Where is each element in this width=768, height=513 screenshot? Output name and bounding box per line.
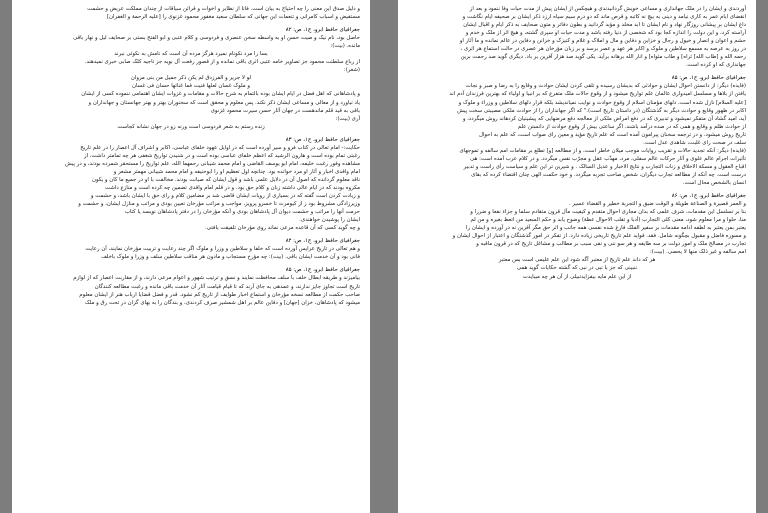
text-line: و هم تعالی در تاریخ عرایس آورده است که خلفا و سلاطین و وزرا و ملوک اگر چند رعایت و تربیت مؤرخان نمایند، آن رعایت bbox=[85, 246, 360, 253]
text-line: منا، حلوا و مرا معلوم شود، معنی کلی التجارب (أدبا و تقلب الاحوال عظة) وضوح یابد و حکم السعید من اتعظ بغیره و من لم bbox=[470, 217, 746, 224]
text-line: امام واقدی اخبار و آثار او مرد خوانده بود. چنانچه اول تعظیم او را ابوحنیفه و امام محمد شیبانی مهمتر مشعر و bbox=[113, 168, 360, 175]
text-line: و پادشاهانی که اهل فضل در ایام ایشان بوده بالتمام به شرح حالات و مقامات و غزوات ایشان اهتمامی ننموده کسی از ایشان bbox=[81, 91, 360, 98]
page-reference-heading: جغرافیای حافظ ابرو، ج۱، ص: ۸۳ bbox=[285, 136, 360, 143]
text-line: امم سالفه و غیر ذلک منها لا یحصی. (بیت): bbox=[649, 249, 746, 256]
verse-line: و ملوک غسان لعلها فنیت فما غنائها حسان فی غسان bbox=[132, 83, 250, 90]
text-line: (فایده) دیگر: آنکه تجدید حالات و تقریب روایات موجب میلان خاطر است، و از مطالعه [و] تطلع بر مقامات امم سالفه و تموجهای bbox=[459, 147, 746, 154]
text-line: فانی بود و آن خدمت ایشان باقی. (بیت): چه مؤرخ مستجاب و مادون هر مناقب سلاطین سلف و وزرا و ملوک باخلف bbox=[101, 254, 360, 261]
verse-line: هر که داند علم تاریخ از معتبر آگه شود این علم علیمی است بس معتبر bbox=[498, 257, 656, 264]
text-line: [علیه السلام] نازل شده است، دلهای مؤمنان اسلام از وقوع حوادث و نوایب نمیاندیشد بلکه قرار دلهای سلاطین و وزراء و ملوک و bbox=[458, 99, 746, 106]
text-line: یعتبر بمن یعتبر به لطفه ادامه مقدمات بر سفیر الفلک فارغ شده نفسی همه جانب و اثر حق مگر آفرین نه در آورده و ایشان را bbox=[466, 225, 746, 232]
text-line: مشاهده وفور رغبت خلیفه، امام ابو یوسف القاضی و امام محمد شیبانی رحمهما الله، علم تواریخ را مستحقر شمرده بودند، و در پیش bbox=[65, 160, 360, 167]
text-line: ناقد معلوم گردانده که اصول آن در دلایل علمی باشد و قول ایشان که صیانت بودند. مخالفت با او در جمیع ما کان و یکون bbox=[91, 176, 360, 183]
text-line: اکابر در ظهور وقایع و حوادث دیگر به گذشتگان (در داستان تاریخ است)." که اگر جهانداران را از حوادث ملکی مصیبتی سخت پیش bbox=[457, 107, 746, 114]
text-line: وزیرزادگی مشروط بود ز از کیومرث تا خسرو پرویز، مواجب و مراتب مؤرخان تعیین بودی و مراتب و منازل ایشان، و حشمت و bbox=[78, 201, 360, 208]
text-line: تاریخ است تجاوز جایز ندارند، و عمدهی به جای آرند که تا قیام قیامت آثار آن خدمت باقی مانده و رغبت مطالعه کنندگان bbox=[94, 283, 360, 290]
page-reference-heading: جغرافیای حافظ ابرو، ج۱، ص: ۸۶ bbox=[671, 193, 746, 200]
verse-line: زنده رستم به شعر فردوسی است ورنه زو در جهان نشانه کجاست bbox=[117, 123, 265, 130]
page-reference-heading: جغرافیای حافظ ابرو، ج۱، ص: ۸۴ bbox=[285, 238, 360, 245]
text-line: و العمر قصیرة و الصناعة طویلة و الوقت ضیق و التجربة خطیر و القضاء عسیر . bbox=[568, 201, 746, 208]
text-line: رحمه الله و [طاب الله] ثراه] و طاب مثواه] و انار الله برهانه برآید. یکی گوید صد هزار آفرین بر باد. دیگری گوید صد رحمت برین bbox=[460, 54, 746, 61]
text-line: مکروه بودند که در ایام عالی داشته زبان و کلام حق بود. و در قلم امام واقدی تضمین چه کرده است و منازع داشت bbox=[105, 184, 360, 191]
text-line: ایشان را پوشیدن خواهندی. bbox=[299, 217, 360, 224]
text-line: جهانداری که او کرده است. bbox=[685, 62, 746, 69]
text-line: آید، امید گشاد آن متفکر نمیشود و تدبیری که در دفع امراض ملکی از معالجه دفع مرضهایی که پیشینیان کردهاند روش میگردد، و bbox=[462, 115, 746, 122]
text-line: تجارب در مصالح ملک و امور دولت بر سه طایفه و هر سو ننی و نفی سبب بر مطالب و مشاغل تاریخ که در قرون ماقبه و bbox=[476, 241, 746, 248]
verse-line: بسا را مرد نکونام نمیرد هرگز مرده آن است که نامش به نکوئی نبرند bbox=[114, 51, 268, 58]
text-line: انقضای ایام عمر به کاری نیامد و دینی به بیچ نه کاتبه و قرص ماند که دو درم سیم سیاه ارزد ذکر ایشان بر صحیفه ایام نگاشت و bbox=[462, 14, 746, 21]
text-line: حشم و اعوان و انصار و خیول و رجال و خزاین و دفاین و مال و املاک و غلام و کنیزک و خزانن و دفاین در عالم نمانده و ما آثار او bbox=[459, 38, 746, 45]
text-line: آوردندی و ایشان را در ملک جهانداری و مساعی خویش گردانیدندی و هیچکس از ایشان پیش از مدت حیات وفا ننمود و بعد از bbox=[469, 6, 746, 12]
page-reference-heading: جغرافیای حافظ ابرو، ج۱، ص: ۸۲ bbox=[285, 27, 360, 34]
left-page bbox=[12, 0, 370, 513]
text-line: میشود که پادشاهان، خزان [جهان] و دفاین عالم بر اهل شمشیر صرف کردندی، و بندگان را به بهای گزان در تحت رق و ملک bbox=[84, 299, 360, 306]
text-line: آری (بیت): bbox=[335, 115, 360, 122]
left-page-text bbox=[22, 5, 360, 307]
text-line: انسان بالشخص محال است. bbox=[682, 179, 746, 186]
text-line: و چه گوید کسی که آن قاعده مرعی نماند روی مؤرخان تلفیقت یافتی. bbox=[205, 225, 360, 232]
text-line: و دلیل صدق این معنی را چه احتیاج به بیان است. فانا از نظایر و اخوات و قرائن سیاقات از چندان مملکت عریض و حشمت bbox=[87, 6, 360, 12]
text-line: سلف در صحت رای غلبت، شاهدی عدل است. bbox=[643, 139, 746, 146]
text-line: رغبتی تمام بوده است و هارون الرشید که اعظم خلفای عباسی بوده است و در شنیدن تواریخ شغفی هر چه تمامتر داشت، از bbox=[83, 152, 360, 159]
verse-line: ننبینی که جز با نبی در نبی که گشته حکایات گوید همی bbox=[516, 265, 638, 272]
text-line: بیامیزند و طریقه ابطال خلف با سلف محافظت نمایند و نسق و ترتیب شهور و اعوام مرعی دارند، و از مقاربت اعصار که از لوازم bbox=[73, 275, 360, 282]
text-line: تاریخ روش میشود. و در ترجمه سخنان پیرامون آمده است که علم تاریخ مؤید و معین رای صواب است، که علم به احوال bbox=[478, 131, 746, 138]
text-line: داغ ایشان بر پیشانی روزگار نهاد و نام ایشان تا ابد مخلد و مؤبد گردانید و بطون دفاتر و متون صحایف به ذکر ایام و اقبال ایشان bbox=[463, 22, 746, 29]
text-line: (شعر): bbox=[343, 67, 360, 74]
text-line: بنا بر تسلسل این مقدمات، شرف علمی که بدان مجاری احوال متقدم و کیفیت مآل قرون متقادم سلما و جزاء نفعا و ضررا و bbox=[470, 209, 746, 216]
text-line: و زیادت کردن است گفته که در بسیاری از رویات ایشان قاضی شد بر مضامین کلام و رای حق با ایشان باشد، و حشمت و bbox=[90, 193, 360, 200]
text-line: اقباح العقول و مسکة الاخلاق و زنات التجارب و نتایج الاخبار و عدیل السالک . و شیرین تر این علم و سیاست رأی راست و تدبیر bbox=[463, 163, 746, 170]
text-line: یافتن از بلاها و مسلسل امیدواری عالمان علم تواریخ میشود و از وقوع حالات ملک متفرع که بر انبیا و اولیاء که بهترین فرزندان آدم اند bbox=[449, 91, 746, 98]
verse-line: لو لا جریر و الفرزدق لم یکن ذکر جمیل من بنی مروان bbox=[130, 75, 252, 82]
text-line: درست است. چه آنکه از مطالعه تجارب دیگران، شخص صاحب تجربه میگردد. و خود حکمت الهی چنان اقتضاء کرده که بقای bbox=[471, 171, 746, 178]
text-line: و مسوره فاضل و مقبول بچگونه شامل. فقد. فواید علم تاریخ تاریخی زیاده دارد. از تفکر در امور گذشتگان و اعتبار از احوال ایشان و bbox=[452, 233, 746, 240]
text-line: صاحب حکمت از مطالعه نسخه مؤرخان و استماع اخبار طوایف از تاریخ کم نشود. قدر و فضل قضایا ارباب هنر از ایشان معلوم bbox=[79, 291, 360, 298]
text-line: در روز به عرصه به مسمع سلاطین و ملوک و اکابر هر عهد و عصر برسد و بر زبان مؤرخان هر عصری در حالت استماع هر اثری ، bbox=[460, 46, 746, 53]
text-line: حاصل بود، نام نیک و صیت حسن او به واسطه سخن عنصری و فردوسی و کلام عتبی و ابو الفتح بستی بر صحایف لیل و نهار باقی bbox=[73, 35, 360, 42]
text-line: (فایده) دیگر: از دانستن احوال ایشان و حوادثی که بدیشان رسیده و تلقی کردن ایشان حوادث و وقایع را به رضا و صبر و نجات bbox=[465, 83, 746, 90]
text-line: آراسته کرد، و این دولت را اندازه کجا بود که شخصی از دنیا رفته باشد و مدت حیات او سپری گشته، و هیچ اثر از ملک و خدم و bbox=[465, 30, 746, 37]
text-line: از حوادث ظلم و وقایع و همی که در صده درآمد باشند. اگر ساعتی بیش از وقوع حوادث از دانستن علم bbox=[517, 123, 746, 130]
text-line: مستفیض و اسباب کامرانی و تنعمات این جهانی که سلطان سعید مغفور محمود غزنوی را [علیه الرحمة و الغفران] bbox=[106, 14, 360, 21]
text-line: از رباع سلطنت محمود جز تصاویر خامه عتبی اثری باقی نمانده و از قصور رفعت آل بویه جز تاجیه کلک صابی خبری نمیدهند. bbox=[84, 59, 360, 66]
page-reference-heading: جغرافیای حافظ ابرو، ج۱، ص: ۸۵ bbox=[285, 267, 360, 274]
right-page-text bbox=[408, 5, 746, 281]
right-page bbox=[398, 0, 756, 513]
text-line: تأثیرات اجرام عالم علوی و آثار حرکات عالم سفلی، مرد، مهذّب عقل و مجرّب نفس میگردد. و در کلام عرب آمده است: هی bbox=[470, 155, 746, 162]
text-line: حرمت آنها را مراتب و حشمت دیوان آل پادشاهان بودی و آنکه مؤرخان را در دفتر پادشاهان نویسد یا کتاب bbox=[124, 209, 360, 216]
text-line: حکایت:- امام تعالی در کتاب فرو و سیر آورده است که در اوایل عهود خلفای عباسی، اکابر و اشراف آل اعصار را در علم تاریخ bbox=[80, 144, 360, 151]
text-line: باقی به قید قلم ماندهست در جهان آثار حسن سیرت محمود غزنوی bbox=[210, 107, 360, 114]
text-line: یاد نیاورد و از معالی و مساعی ایشان ذکر نکند. پس معلوم و محقق است که سخنوران بهتر و بهتر جهانستان و جهانداران و bbox=[88, 99, 360, 106]
page-reference-heading: جغرافیای حافظ ابرو، ج۱، ص: ۸۵ bbox=[671, 75, 746, 82]
verse-line: از این علم مایه بیفزایدتبیلی از آن هر چه میبایدت bbox=[522, 273, 632, 280]
text-line: مانده. (بیت): bbox=[330, 43, 360, 50]
